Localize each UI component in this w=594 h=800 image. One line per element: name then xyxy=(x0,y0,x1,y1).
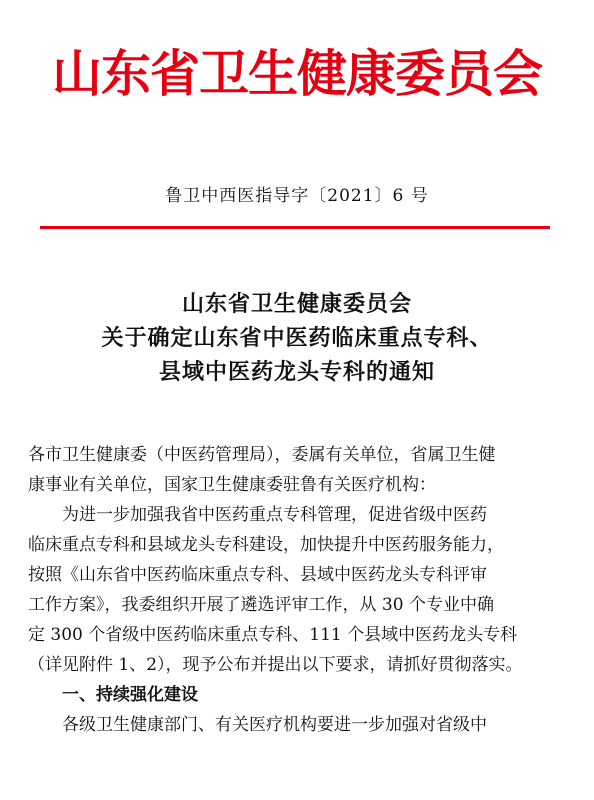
masthead-title: 山东省卫生健康委员会 xyxy=(52,44,542,103)
notice-body xyxy=(28,440,558,740)
body-line-1: 各市卫生健康委（中医药管理局），委属有关单位，省属卫生健 xyxy=(28,445,496,465)
notice-title-line-2: 关于确定山东省中医药临床重点专科、 xyxy=(101,326,493,351)
body-line-3: 为进一步加强我省中医药重点专科管理，促进省级中医药 xyxy=(28,505,487,525)
body-line-10: 各级卫生健康部门、有关医疗机构要进一步加强对省级中 xyxy=(28,715,487,735)
notice-title xyxy=(0,288,594,390)
document-number: 鲁卫中西医指导字〔2021〕6 号 xyxy=(165,186,429,206)
section-heading-1: 一、持续强化建设 xyxy=(28,685,198,705)
body-line-5: 按照《山东省中医药临床重点专科、县域中医药龙头专科评审 xyxy=(28,565,487,585)
notice-title-line-1: 山东省卫生健康委员会 xyxy=(181,292,412,317)
red-divider-line xyxy=(40,226,550,229)
body-line-8: （详见附件 1、2），现予公布并提出以下要求，请抓好贯彻落实。 xyxy=(28,655,523,675)
body-line-6: 工作方案》，我委组织开展了遴选评审工作，从 30 个专业中确 xyxy=(28,595,494,615)
body-line-4: 临床重点专科和县域龙头专科建设，加快提升中医药服务能力， xyxy=(28,535,504,555)
body-line-2: 康事业有关单位，国家卫生健康委驻鲁有关医疗机构： xyxy=(28,475,436,495)
body-line-7: 定 300 个省级中医药临床重点专科、111 个县域中医药龙头专科 xyxy=(28,625,518,645)
notice-title-line-3: 县域中医药龙头专科的通知 xyxy=(158,360,435,385)
